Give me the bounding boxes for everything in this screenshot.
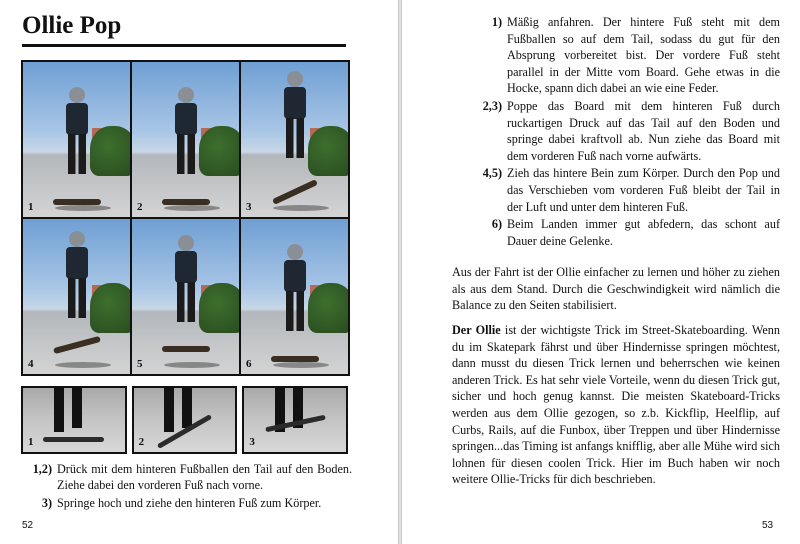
skater-figure — [173, 87, 199, 179]
skateboard-image — [53, 336, 101, 354]
tree-image — [90, 126, 130, 176]
step-label: 1,2) — [32, 462, 52, 476]
paragraph-intro: Aus der Fahrt ist der Ollie einfacher zu lernen und höher zu ziehen als aus dem Stand. Durch die Geschwindigkeit wird nämlich die Balance zu den Seiten stabilisiert. — [452, 265, 780, 313]
skater-photo-6 — [241, 219, 348, 374]
skater-figure — [173, 235, 199, 327]
paragraph-ollie — [452, 322, 780, 488]
step-label: 2,3) — [482, 98, 502, 113]
left-page — [0, 0, 398, 544]
instruction-step — [452, 14, 780, 97]
step-text: Beim Landen immer gut abfedern, das schont auf Dauer deine Gelenke. — [507, 217, 780, 248]
photo-number: 3 — [249, 436, 255, 448]
instruction-step — [22, 461, 352, 494]
skater-photo-3 — [241, 62, 348, 217]
right-page — [402, 0, 800, 544]
feet-photo-2 — [132, 386, 238, 454]
instruction-step — [452, 165, 780, 215]
photo-number: 2 — [138, 436, 145, 448]
page-number: 53 — [762, 520, 774, 531]
step-label: 3) — [41, 495, 52, 510]
tree-image — [199, 283, 239, 333]
instruction-step — [452, 98, 780, 164]
instruction-step — [22, 495, 352, 511]
step-text: Drück mit dem hinteren Fußballen den Tail auf den Boden. Ziehe dabei den vorderen Fuß nach vorne. — [57, 462, 352, 493]
shadow — [273, 362, 329, 368]
skateboard-image — [162, 199, 210, 205]
shadow — [164, 362, 220, 368]
paragraph-lead: Der Ollie — [452, 323, 501, 337]
instruction-step — [452, 216, 780, 249]
skater-figure — [282, 244, 308, 336]
skateboard-image — [53, 199, 101, 205]
skateboard-image — [162, 346, 210, 352]
right-instructions — [452, 14, 780, 250]
skateboard-image — [43, 437, 104, 442]
tree-image — [308, 126, 348, 176]
left-instructions — [22, 461, 352, 512]
skater-photo-1 — [23, 62, 130, 217]
shadow — [55, 205, 111, 211]
photo-number: 2 — [137, 201, 143, 213]
skateboard-image — [272, 179, 318, 205]
tree-image — [308, 283, 348, 333]
skater-figure — [282, 71, 308, 163]
skater-photo-2 — [132, 62, 239, 217]
photo-number: 4 — [28, 358, 34, 370]
photo-number: 1 — [28, 436, 34, 448]
step-label: 6) — [491, 217, 502, 232]
step-text: Springe hoch und ziehe den hinteren Fuß zum Körper. — [57, 495, 322, 510]
skater-figure — [64, 231, 90, 323]
shadow — [164, 205, 220, 211]
tree-image — [199, 126, 239, 176]
skater-photo-grid — [21, 60, 350, 376]
shadow — [273, 205, 329, 211]
paragraph-body: ist der wichtigste Trick im Street-Skateboarding. Wenn du im Skatepark fährst und über Hindernisse springen möchtest, dann musst du diesen Trick lernen und beherrschen wie keinen anderen Trick. Es hat sehr viele Vorteile, wenn du diesen Trick gut, sicher und hoch genug kannst. Die meisten Skateboard-Tricks werden aus dem Ollie gezogen, so z.b. Kickflip, Heelflip, auf Curbs, Rails, auf die Funbox, über Treppen und über Hindernisse springen...das Timing ist anfangs knifflig, aber alle Mühe wird sich lohnen für diesen coolen Trick. Hier im Buch haben wir noch weitere Ollie-Tricks für dich beschrieben. — [452, 323, 780, 487]
feet-photo-3 — [242, 386, 348, 454]
page-number: 52 — [22, 520, 34, 531]
skater-photo-4 — [23, 219, 130, 374]
tree-image — [90, 283, 130, 333]
photo-number: 6 — [246, 358, 252, 370]
step-label: 4,5) — [482, 166, 502, 181]
shadow — [55, 362, 111, 368]
skateboard-image — [271, 356, 319, 362]
step-text: Mäßig anfahren. Der hintere Fuß steht mit dem Fußballen so auf dem Tail, sodass du gut für den Absprung vorbereitet bist. Der vordere Fuß steht parallel in der Mitte vom Board. Gehe etwas in die Hocke, spann dich dabei an wie eine Feder. — [507, 15, 780, 96]
skater-figure — [64, 87, 90, 179]
title-underline — [22, 44, 346, 47]
photo-number: 3 — [246, 201, 252, 213]
photo-number: 1 — [28, 201, 34, 213]
feet-photo-row — [21, 386, 348, 454]
photo-number: 5 — [137, 358, 143, 370]
page-title: Ollie Pop — [22, 12, 122, 39]
feet-photo-1 — [21, 386, 127, 454]
step-text: Poppe das Board mit dem hinteren Fuß durch ruckartigen Druck auf das Tail auf den Boden und springe dabei kraftvoll ab. Nun ziehe das Board mit dem vorderen Fuß nach vorne aufwärts. — [507, 98, 780, 163]
step-text: Zieh das hintere Bein zum Körper. Durch den Pop und das Verschieben vom vorderen Fuß bleibt der Tail in der Luft und unter dem hinteren Fuß. — [507, 166, 780, 214]
step-label: 1) — [491, 15, 502, 29]
skater-photo-5 — [132, 219, 239, 374]
